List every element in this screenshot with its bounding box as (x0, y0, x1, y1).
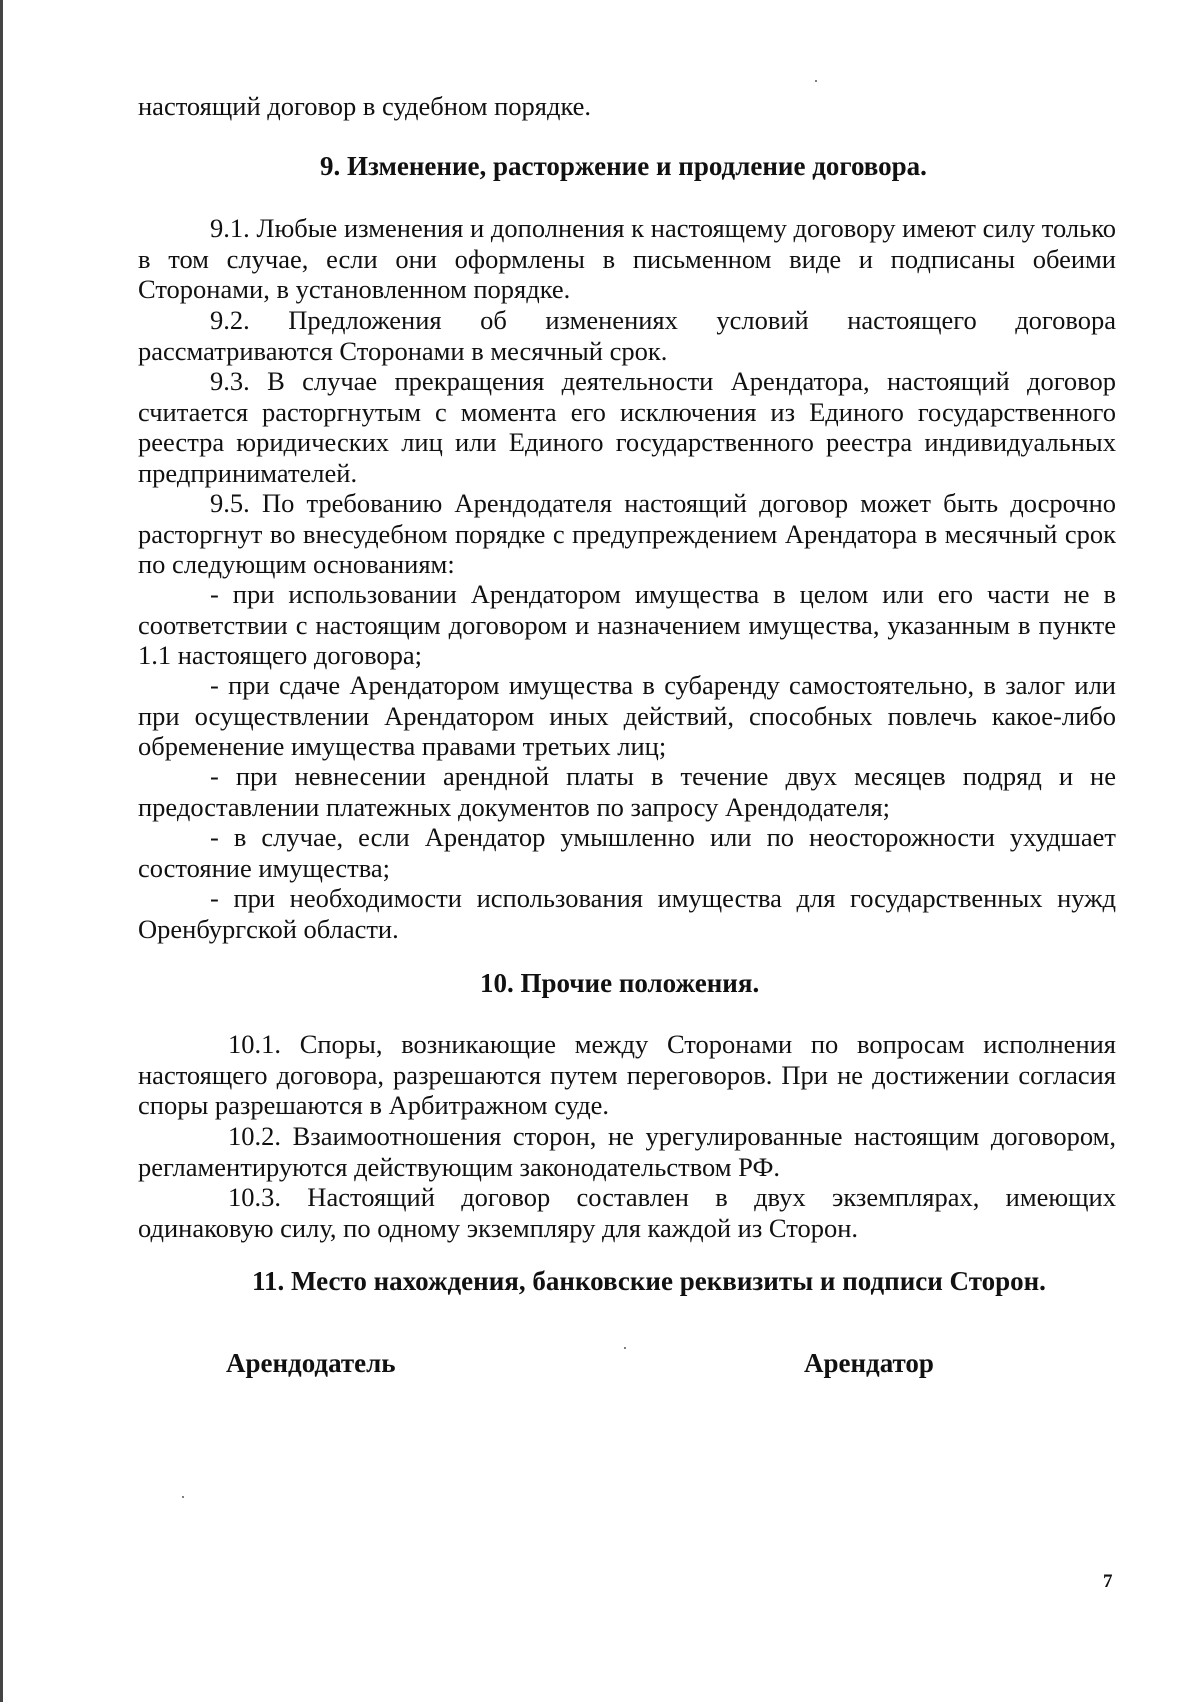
scan-speck (182, 1496, 184, 1498)
page-number: 7 (1103, 1571, 1113, 1592)
clause-9-5: 9.5. По требованию Арендодателя настоящий договор может быть досрочно расторгнут во внесудебном порядке с предупреждением Арендатора в месячный срок по следующим основаниям: (138, 488, 1116, 579)
clause-9-1: 9.1. Любые изменения и дополнения к настоящему договору имеют силу только в том случае, если они оформлены в письменном виде и подписаны обеими Сторонами, в установленном порядке. (138, 213, 1116, 304)
ground-item: - при необходимости использования имущества для государственных нужд Оренбургской области. (138, 883, 1116, 944)
ground-item: - при использовании Арендатором имущества в целом или его части не в соответствии с настоящим договором и назначением имущества, указанным в пункте 1.1 настоящего договора; (138, 579, 1116, 670)
scan-left-edge (0, 0, 3, 1702)
lessor-label: Арендодатель (226, 1348, 396, 1378)
ground-item: - при невнесении арендной платы в течение двух месяцев подряд и не предоставлении платежных документов по запросу Арендодателя; (138, 761, 1116, 822)
lessee-label: Арендатор (804, 1348, 934, 1378)
clause-10-1: 10.1. Споры, возникающие между Сторонами по вопросам исполнения настоящего договора, разрешаются путем переговоров. При не достижении согласия споры разрешаются в Арбитражном суде. (138, 1029, 1116, 1120)
ground-item: - при сдаче Арендатором имущества в субаренду самостоятельно, в залог или при осуществлении Арендатором иных действий, способных повлечь какое-либо обременение имущества правами третьих лиц; (138, 670, 1116, 761)
scan-speck (815, 80, 817, 82)
scan-speck (624, 1347, 626, 1349)
clause-9-3: 9.3. В случае прекращения деятельности Арендатора, настоящий договор считается расторгнутым с момента его исключения из Единого государственного реестра юридических лиц или Единого государственного реестра индивидуальных предпринимателей. (138, 366, 1116, 488)
clause-10-3: 10.3. Настоящий договор составлен в двух экземплярах, имеющих одинаковую силу, по одному экземпляру для каждой из Сторон. (138, 1182, 1116, 1243)
clause-9-2: 9.2. Предложения об изменениях условий настоящего договора рассматриваются Сторонами в месячный срок. (138, 305, 1116, 366)
ground-item: - в случае, если Арендатор умышленно или по неосторожности ухудшает состояние имущества; (138, 822, 1116, 883)
section-11-heading: 11. Место нахождения, банковские реквизиты и подписи Сторон. (252, 1266, 1046, 1296)
clause-10-2: 10.2. Взаимоотношения сторон, не урегулированные настоящим договором, регламентируются действующим законодательством РФ. (138, 1121, 1116, 1182)
continuation-line: настоящий договор в судебном порядке. (138, 91, 592, 121)
section-10-heading: 10. Прочие положения. (480, 968, 760, 998)
section-9-heading: 9. Изменение, расторжение и продление договора. (320, 151, 927, 181)
